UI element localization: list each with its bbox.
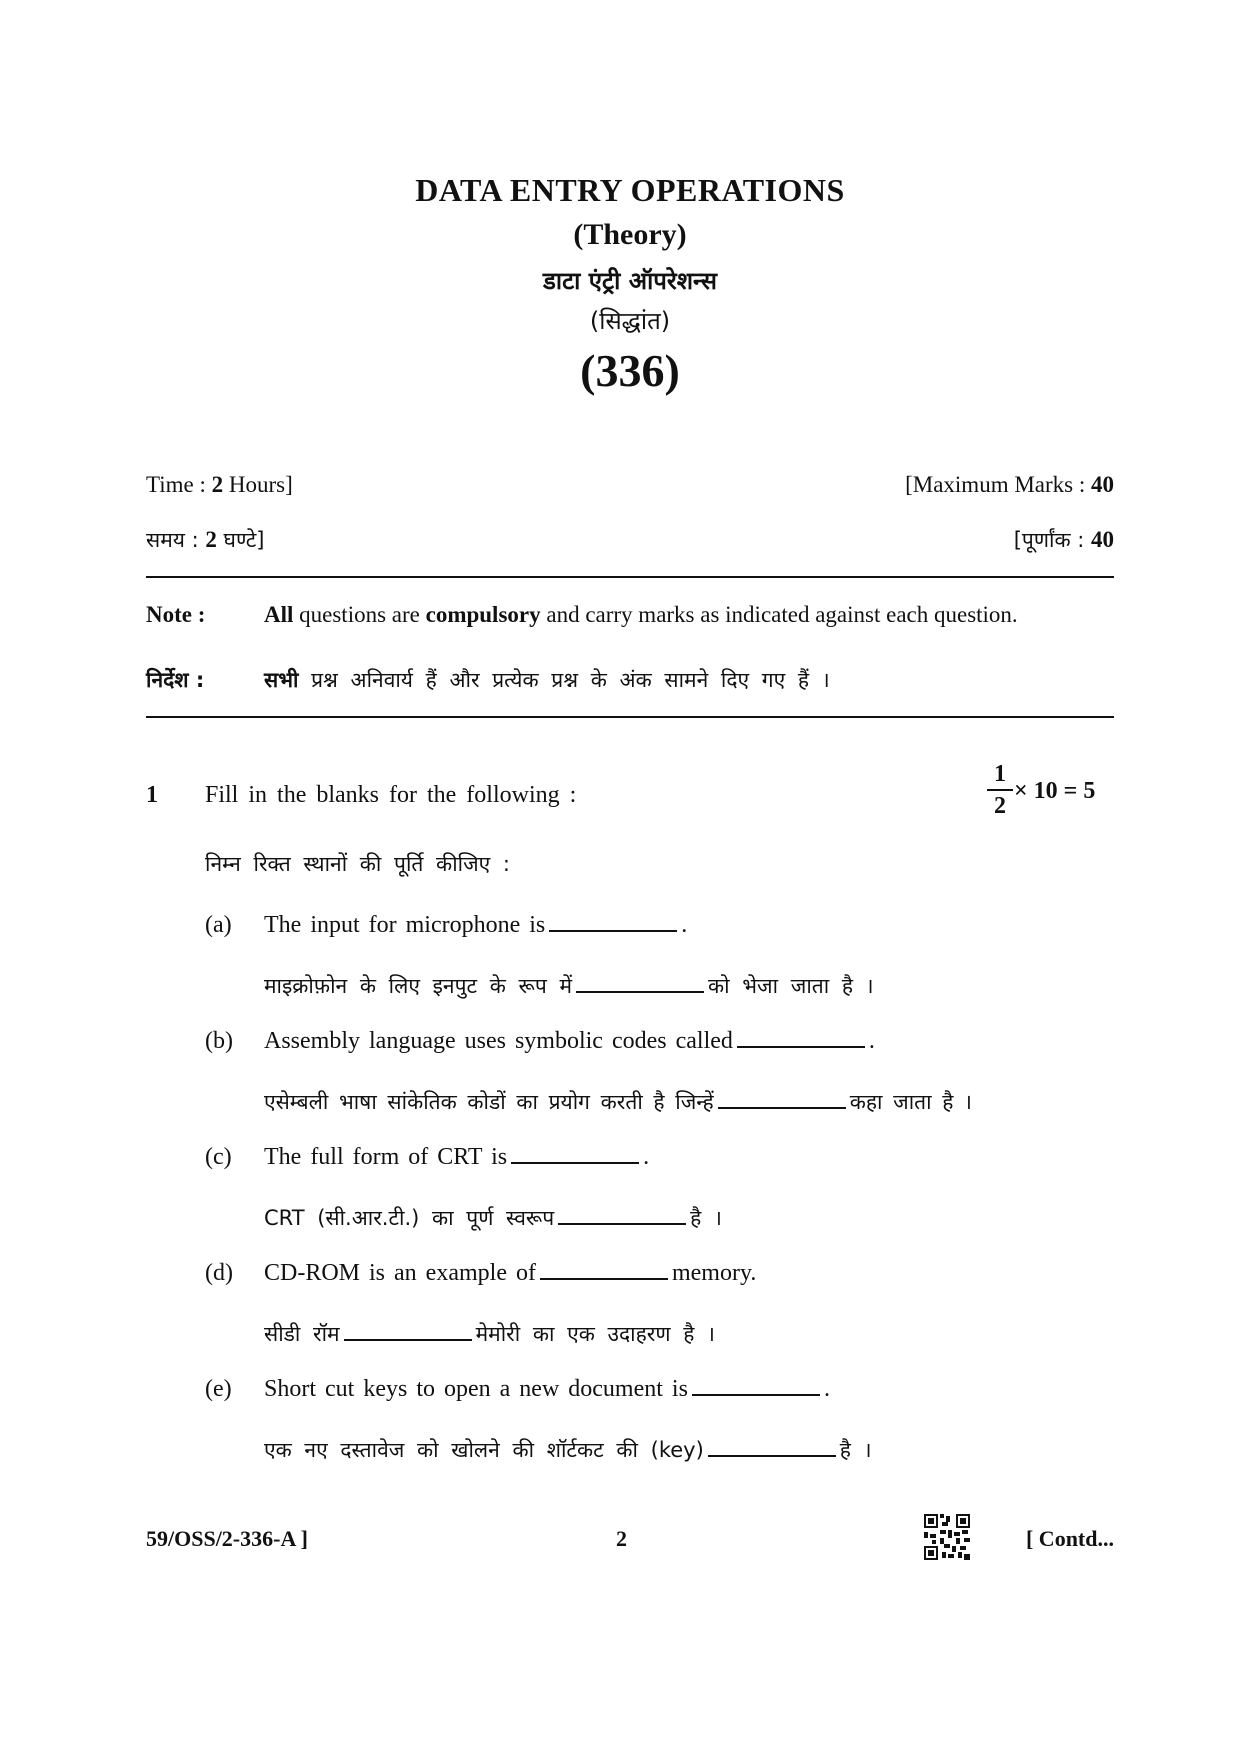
time-line-hindi bbox=[146, 526, 264, 554]
time-line bbox=[146, 472, 293, 498]
item-text bbox=[264, 912, 687, 939]
marks-label-hindi: [पूर्णांक : bbox=[1013, 528, 1091, 552]
item-hindi-post: है । bbox=[690, 1206, 722, 1230]
item-hindi-pre: माइक्रोफ़ोन के लिए इनपुट के रूप में bbox=[264, 974, 573, 998]
time-value-hindi: 2 bbox=[205, 527, 217, 552]
answer-blank bbox=[718, 1089, 846, 1109]
continued-label: [ Contd... bbox=[1025, 1526, 1114, 1551]
item-label: (a) bbox=[205, 912, 232, 938]
item-text-post: memory. bbox=[671, 1260, 757, 1286]
item-text bbox=[264, 1028, 875, 1055]
note-label-hindi: निर्देश : bbox=[146, 668, 205, 692]
note-hindi-bold: सभी bbox=[264, 668, 299, 692]
item-hindi-post: कहा जाता है । bbox=[849, 1090, 973, 1114]
item-text-pre: CD-ROM is an example of bbox=[264, 1260, 536, 1286]
max-marks-line-hindi bbox=[1014, 526, 1114, 554]
item-text-pre: The input for microphone is bbox=[264, 912, 546, 938]
item-text-pre: Assembly language uses symbolic codes called bbox=[264, 1028, 733, 1054]
answer-blank bbox=[540, 1260, 668, 1280]
item-label: (d) bbox=[205, 1260, 233, 1286]
note-text bbox=[264, 602, 1018, 628]
question-text: Fill in the blanks for the following : bbox=[205, 782, 577, 808]
answer-blank bbox=[692, 1376, 820, 1396]
answer-blank bbox=[558, 1205, 686, 1225]
answer-blank bbox=[576, 973, 704, 993]
paper-subtitle: (Theory) bbox=[573, 218, 687, 251]
note-label: Note : bbox=[146, 602, 206, 627]
item-label: (b) bbox=[205, 1028, 233, 1054]
time-label-hindi: समय : bbox=[146, 528, 206, 552]
item-text-hindi bbox=[264, 972, 874, 1000]
item-hindi-post: को भेजा जाता है । bbox=[708, 974, 874, 998]
item-text-hindi bbox=[264, 1088, 972, 1116]
time-value: 2 bbox=[211, 472, 224, 497]
question-number: 1 bbox=[146, 782, 158, 808]
answer-blank bbox=[708, 1437, 836, 1457]
marks-label: [Maximum Marks : bbox=[905, 472, 1091, 497]
item-label: (e) bbox=[205, 1376, 232, 1402]
item-text-post: . bbox=[823, 1376, 830, 1402]
item-label: (c) bbox=[205, 1144, 232, 1170]
item-text-post: . bbox=[868, 1028, 875, 1054]
marks-rest: × 10 = 5 bbox=[1014, 778, 1096, 804]
item-hindi-post: है । bbox=[839, 1438, 872, 1462]
note-mid: questions are bbox=[293, 602, 426, 627]
answer-blank bbox=[737, 1028, 865, 1048]
item-text-post: . bbox=[681, 912, 688, 938]
item-hindi-post: मेमोरी का एक उदाहरण है । bbox=[475, 1322, 715, 1346]
answer-blank bbox=[344, 1321, 472, 1341]
item-text-hindi bbox=[264, 1320, 715, 1348]
item-text bbox=[264, 1376, 830, 1403]
paper-code: 59/OSS/2-336-A ] bbox=[146, 1526, 308, 1551]
answer-blank bbox=[549, 912, 677, 932]
note-hindi-rest: प्रश्न अनिवार्य हैं और प्रत्येक प्रश्न के अंक सामने दिए गए हैं । bbox=[298, 668, 830, 692]
time-unit-hindi: घण्टे] bbox=[216, 528, 265, 552]
fraction-bar bbox=[987, 789, 1013, 791]
question-text-hindi: निम्न रिक्त स्थानों की पूर्ति कीजिए : bbox=[205, 852, 511, 876]
paper-title: DATA ENTRY OPERATIONS bbox=[415, 172, 845, 208]
item-hindi-pre: एसेम्बली भाषा सांकेतिक कोडों का प्रयोग करती है जिन्हें bbox=[264, 1090, 714, 1114]
item-text bbox=[264, 1144, 649, 1171]
marks-value-hindi: 40 bbox=[1091, 527, 1114, 552]
paper-subtitle-hindi: (सिद्धांत) bbox=[589, 307, 671, 335]
qr-code-icon bbox=[924, 1514, 970, 1560]
time-label: Time : bbox=[146, 472, 212, 497]
note-all: All bbox=[264, 602, 294, 627]
divider-bottom bbox=[146, 716, 1114, 718]
subject-code: (336) bbox=[580, 345, 680, 396]
marks-fraction bbox=[987, 760, 1013, 820]
max-marks-line bbox=[905, 472, 1114, 498]
item-text-hindi bbox=[264, 1436, 872, 1464]
paper-title-hindi: डाटा एंट्री ऑपरेशन्स bbox=[543, 267, 717, 295]
item-text-pre: Short cut keys to open a new document is bbox=[264, 1376, 688, 1402]
item-text-pre: The full form of CRT is bbox=[264, 1144, 508, 1170]
fraction-numerator: 1 bbox=[994, 761, 1006, 787]
note-text-hindi bbox=[264, 666, 830, 694]
item-hindi-pre: सीडी रॉम bbox=[264, 1322, 340, 1346]
fraction-denominator: 2 bbox=[994, 793, 1006, 819]
page-number: 2 bbox=[616, 1526, 627, 1551]
time-unit: Hours] bbox=[223, 472, 293, 497]
item-hindi-pre: एक नए दस्तावेज को खोलने की शॉर्टकट की (key) bbox=[264, 1438, 704, 1462]
item-hindi-pre: CRT (सी.आर.टी.) का पूर्ण स्वरूप bbox=[264, 1206, 555, 1230]
answer-blank bbox=[511, 1144, 639, 1164]
marks-value: 40 bbox=[1091, 472, 1114, 497]
note-compulsory: compulsory bbox=[425, 602, 541, 627]
divider-top bbox=[146, 576, 1114, 578]
item-text-hindi bbox=[264, 1204, 722, 1232]
item-text-post: . bbox=[643, 1144, 650, 1170]
item-text bbox=[264, 1260, 756, 1287]
note-end: and carry marks as indicated against each question. bbox=[540, 602, 1018, 627]
